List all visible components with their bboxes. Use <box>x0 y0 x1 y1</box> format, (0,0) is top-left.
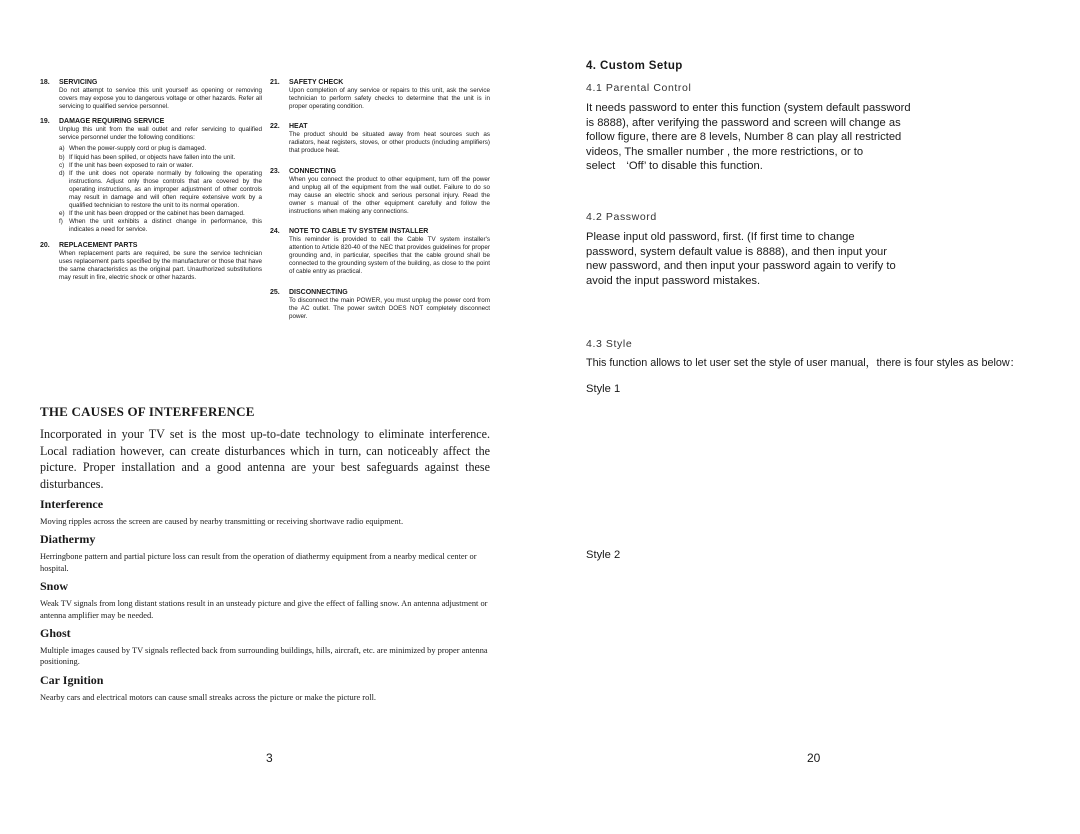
list-item-text: When the unit exhibits a distinct change in performance, this indicates a need for service. <box>69 218 262 234</box>
list-item-label: b) <box>59 153 65 161</box>
safety-section-replacement-parts <box>40 241 262 282</box>
parental-control-body: It needs password to enter this function (system default password is 8888), after verifying the password and screen will change as follow figure, there are 8 levels, Number 8 can play all restricted videos, The smaller number , the more restrictions, or to select ‘Off’ to disable this function. <box>586 102 911 173</box>
section-body: To disconnect the main POWER, you must unplug the power cord from the AC outlet. The power switch DOES NOT completely disconnect power. <box>289 296 490 320</box>
section-number: 20. <box>40 241 50 249</box>
interference-body: Moving ripples across the screen are caused by nearby transmitting or receiving shortwave radio equipment. <box>40 517 404 526</box>
section-title: DAMAGE REQUIRING SERVICE <box>59 118 165 126</box>
section-title: SERVICING <box>59 79 98 86</box>
section-number: 19. <box>40 118 50 126</box>
list-item <box>59 154 262 162</box>
list-item-text: If the unit has been exposed to rain or water. <box>69 161 194 169</box>
section-body: When replacement parts are required, be sure the service technician uses replacement parts specified by the manufacturer or those that have the same characteristics as the original part. Unauthorized substitutions may result in fire, electric shock or other hazards. <box>59 249 262 281</box>
section-number: 24. <box>270 228 280 236</box>
section-title: DISCONNECTING <box>289 288 348 296</box>
right-page-number: 20 <box>807 751 821 765</box>
section-number: 21. <box>270 79 280 86</box>
diathermy-heading: Diathermy <box>40 532 96 547</box>
interference-intro: Incorporated in your TV set is the most up-to-date technology to eliminate interference. Local radiation however, can create disturbances which in turn, can noticeably affect the picture. Proper installation and a good antenna are your best safeguards against these disturbances. <box>40 427 490 491</box>
list-item-label: e) <box>59 210 65 218</box>
safety-section-heat <box>270 122 490 155</box>
diathermy-body: Herringbone pattern and partial picture loss can result from the operation of diathermy equipment from a nearby medical center or hospital. <box>40 552 477 573</box>
section-number: 18. <box>40 79 50 86</box>
style-heading: 4.3 Style <box>586 338 633 350</box>
section-number: 23. <box>270 167 280 175</box>
list-item-label: c) <box>59 161 65 169</box>
section-title: CONNECTING <box>289 167 337 175</box>
safety-column-1 <box>40 78 262 290</box>
list-item-label: a) <box>59 145 65 153</box>
safety-section-cable-tv <box>270 227 490 276</box>
safety-section-disconnecting <box>270 288 490 321</box>
section-body: This reminder is provided to call the Cable TV system installer's attention to Article 820-40 of the NEC that provides guidelines for proper grounding and, in particular, specifies that the cable ground shall be connected to the grounding system of the building, as close to the point of cable entry as practical. <box>289 236 490 276</box>
safety-section-servicing <box>40 78 262 111</box>
section-title: NOTE TO CABLE TV SYSTEM INSTALLER <box>289 228 429 236</box>
section-number: 25. <box>270 288 280 296</box>
password-heading: 4.2 Password <box>586 211 657 223</box>
left-page-number: 3 <box>266 751 273 765</box>
list-item <box>59 162 262 170</box>
interference-title: THE CAUSES OF INTERFERENCE <box>40 404 255 419</box>
password-body: Please input old password, first. (If first time to change password, system default value is 8888), and then input your new password, and then input your password again to verify to avoid the input password mistakes. <box>586 231 896 287</box>
list-item-text: If liquid has been spilled, or objects have fallen into the unit. <box>69 153 236 161</box>
parental-control-heading: 4.1 Parental Control <box>586 82 692 94</box>
list-item-text: If the unit does not operate normally by following the operating instructions. Adjust only those controls that are covered by the operating instructions, as an improper adjustment of other controls may result in damage and will often require extensive work by a qualified technician to restore the unit to its normal operation. <box>69 169 262 210</box>
section-title: REPLACEMENT PARTS <box>59 241 138 249</box>
safety-section-damage <box>40 117 262 234</box>
safety-section-connecting <box>270 167 490 216</box>
car-ignition-body: Nearby cars and electrical motors can cause small streaks across the picture or make the picture roll. <box>40 692 377 702</box>
style-1-label: Style 1 <box>586 383 621 395</box>
safety-column-2 <box>270 78 490 329</box>
list-item <box>59 210 262 218</box>
list-item-text: When the power-supply cord or plug is damaged. <box>69 145 207 153</box>
section-body: Unplug this unit from the wall outlet and refer servicing to qualified service personnel under the following conditions: <box>59 126 262 142</box>
safety-section-safety-check <box>270 78 490 111</box>
right-page <box>586 60 1056 561</box>
list-item-text: If the unit has been dropped or the cabinet has been damaged. <box>69 210 245 218</box>
style-body: This function allows to let user set the style of user manual，there is four styles as below： <box>586 357 1021 369</box>
section-title: HEAT <box>289 123 308 131</box>
section-body: Do not attempt to service this unit yourself as opening or removing covers may expose you to dangerous voltage or other hazards. Refer all servicing to qualified service personnel. <box>59 87 262 111</box>
ghost-body: Multiple images caused by TV signals reflected back from surrounding buildings, hills, aircraft, etc. are minimized by proper antenna positioning. <box>40 646 488 667</box>
section-body: When you connect the product to other equipment, turn off the power and unplug all of the equipment from the wall outlet. Failure to do so may cause an electric shock and serious personal injury. Read the owner s manual of the other equipment carefully and follow the instructions when making any connections. <box>289 175 490 215</box>
interference-heading: Interference <box>40 497 104 511</box>
damage-conditions-list <box>40 145 262 234</box>
interference-section <box>40 404 490 708</box>
section-title: SAFETY CHECK <box>289 79 344 86</box>
list-item <box>59 145 262 153</box>
ghost-heading: Ghost <box>40 626 71 641</box>
car-ignition-heading: Car Ignition <box>40 672 104 687</box>
snow-body: Weak TV signals from long distant stations result in an unsteady picture and give the effect of falling snow. An antenna adjustment or antenna amplifier may be needed. <box>40 599 488 620</box>
section-body: Upon completion of any service or repairs to this unit, ask the service technician to perform safety checks to determine that the unit is in proper operating condition. <box>289 87 490 111</box>
section-body: The product should be situated away from heat sources such as radiators, heat registers, stoves, or other products (including amplifiers) that produce heat. <box>289 131 490 155</box>
custom-setup-title: 4. Custom Setup <box>586 60 683 72</box>
list-item <box>59 218 262 234</box>
list-item-label: d) <box>59 169 65 177</box>
list-item-label: f) <box>59 218 63 226</box>
list-item <box>59 170 262 210</box>
style-2-label: Style 2 <box>586 549 621 561</box>
snow-heading: Snow <box>40 579 69 594</box>
section-number: 22. <box>270 123 280 131</box>
